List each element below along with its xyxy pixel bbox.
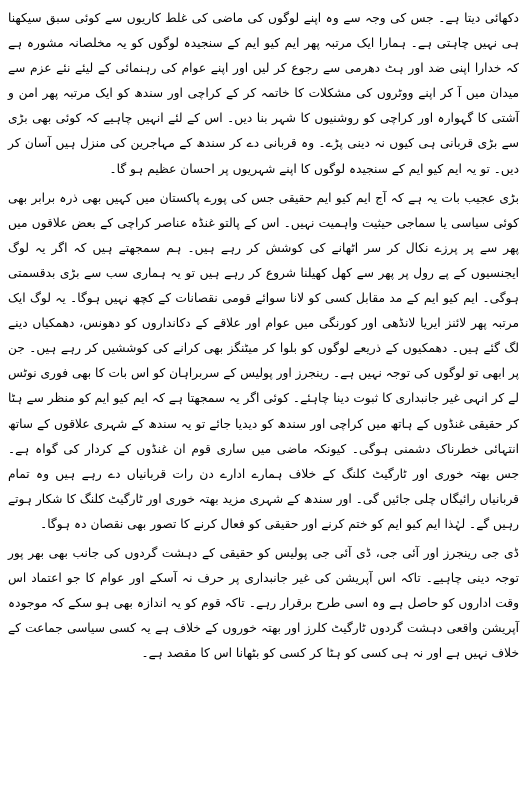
paragraph-1: دکھائی دیتا ہے۔ جس کی وجہ سے وہ اپنے لوگوں کی ماضی کی غلط کاریوں سے کوئی سبق سیکھنا ہی نہیں چاہتی ہے۔ ہمارا ایک مرتبہ پھر ایم کیو ایم کے سنجیدہ لوگوں کو یہ مخلصانہ مشورہ ہے کہ خدارا اپنی ضد اور ہٹ دھرمی سے رجوع کر لیں اور اپنے عوام کی رہنمائی کے لیئے نئے عزم سے میدان میں آ کر اپنے ووٹروں کی مشکلات کا خاتمہ کر کے کراچی اور سندھ کو ایک مرتبہ پھر امن و آشتی کا گہوارہ اور کراچی کو روشنیوں کا شہر بنا دیں۔ اس کے لئے انہیں چاہیے کہ کوئی بھی بڑی سے بڑی قربانی ہی کیوں نہ دینی پڑے۔ وہ قربانی دے کر سندھ کے مہاجرین کی منزل ہیں آسان کر دیں۔ تو یہ ایم کیو ایم کے سنجیدہ لوگوں کا اپنے شہریوں پر احسان عظیم ہو گا۔ [8,11,519,176]
paragraph-2: بڑی عجیب بات یہ ہے کہ آج ایم کیو ایم حقیقی جس کی پورے پاکستان میں کہیں بھی ذرہ برابر بھی کوئی سیاسی یا سماجی حیثیت واہمیت نہیں۔ اس کے پالتو غنڈہ عناصر کراچی کے بعض علاقوں میں پھر سے پر پرزے نکال کر سر اٹھانے کی کوشش کر رہے ہیں۔ ہم سمجھتے ہیں کہ اگر یہ لوگ ایجنسیوں کے پے رول پر پھر سے کھل کھیلنا شروع کر رہے ہیں تو یہ ہماری سب سے بڑی بدقسمتی ہوگی۔ ایم کیو ایم کے مد مقابل کسی کو لانا سوائے قومی نقصانات کے کچھ نہیں ہوگا۔ یہ لوگ ایک مرتبہ پھر لائنز ایریا لانڈھی اور کورنگی میں عوام اور علاقے کے دکانداروں کو دھونس، دھمکیاں دینے لگ گئے ہیں۔ دھمکیوں کے ذریعے لوگوں کو بلوا کر میٹنگز بھی کرانے کی کوششیں کر رہے ہیں۔ جن پر ابھی تو لوگوں کی توجہ نہیں ہے۔ رینجرز اور پولیس کے سربراہان کو اس بات کا بھی فوری نوٹس لے کر انہی غیر جانبداری کا ثبوت دینا چاہئے۔ کوئی اگر یہ سمجھتا ہے کہ ایم کیو ایم کو منظر سے ہٹا کر حقیقی غنڈوں کے ہاتھ میں کراچی اور سندھ کو دیدیا جائے تو یہ سندھ کے شہری علاقوں کے ساتھ انتہائی خطرناک دشمنی ہوگی۔ کیونکہ ماضی میں ساری قوم ان غنڈوں کے کردار کی گواہ ہے۔ جس بھتہ خوری اور ٹارگیٹ کلنگ کے خلاف ہمارے ادارے دن رات قربانیاں دے رہے ہیں وہ تمام قربانیاں رائیگاں چلی جائیں گی۔ اور سندھ کے شہری مزید بھتہ خوری اور ٹارگیٹ کلنگ کا شکار ہوتے رہیں گے۔ لہٰذا ایم کیو ایم کو ختم کرنے اور حقیقی کو فعال کرنے کا تصور بھی نقصان دہ ہوگا۔ [8,190,519,531]
paragraph-3: ڈی جی رینجرز اور آئی جی، ڈی آئی جی پولیس کو حقیقی کے دہشت گردوں کی جانب بھی بھر پور توجہ دینی چاہیے۔ تاکہ اس آپریشن کی غیر جانبداری پر حرف نہ آسکے اور عوام کا جو اعتماد اس وقت اداروں کو حاصل ہے وہ اسی طرح برقرار رہے۔ تاکہ قوم کو یہ اندازہ بھی ہو سکے کہ موجودہ آپریشن واقعی دہشت گردوں ٹارگیٹ کلرز اور بھتہ خوروں کے خلاف ہے یہ کسی سیاسی جماعت کے خلاف نہیں ہے اور نہ ہی کسی کو ہٹا کر کسی کو بٹھانا اس کا مقصد ہے۔ [8,545,519,661]
